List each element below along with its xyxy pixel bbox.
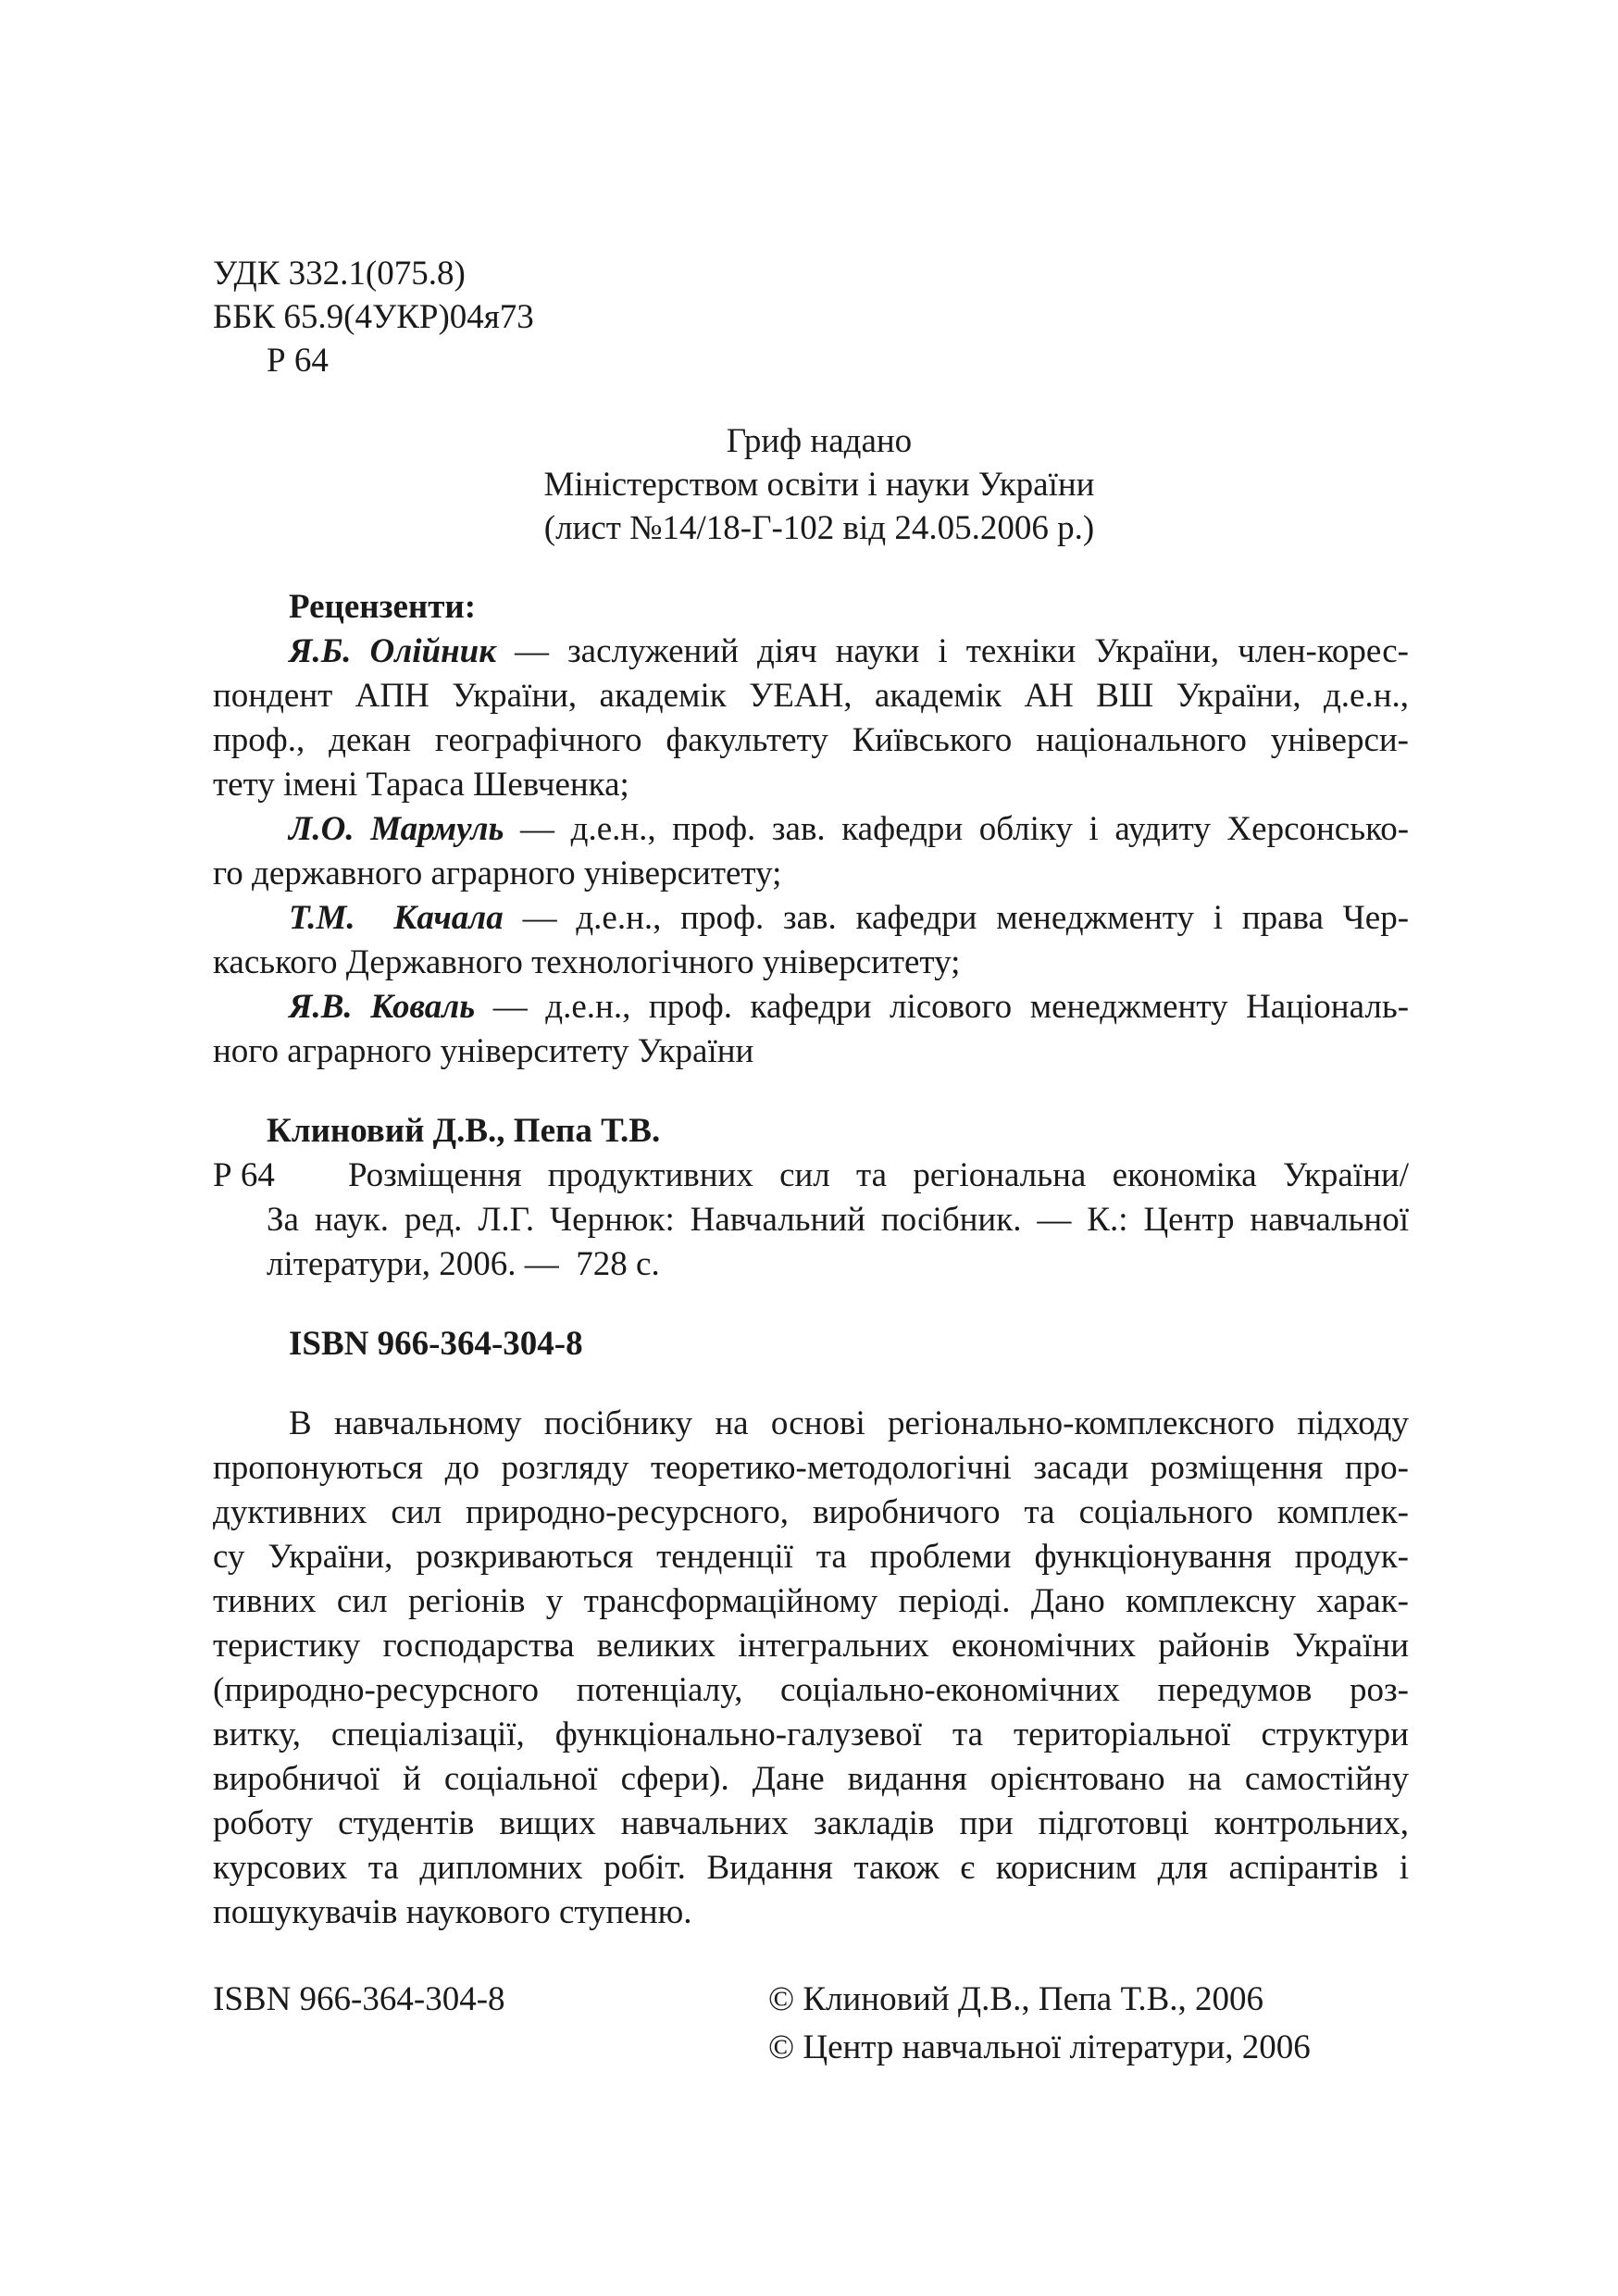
author-mark: Р 64 bbox=[267, 342, 329, 380]
reviewers-heading: Рецензенти: bbox=[289, 588, 477, 626]
reviewer-4-line-1: Я.В. Коваль — д.е.н., проф. кафедри лісового менеджменту Національ- bbox=[289, 988, 1410, 1026]
reviewer-1-line-3: проф., декан географічного факультету Київського національного універси- bbox=[213, 721, 1409, 759]
bbk-code: ББК 65.9(4УКР)04я73 bbox=[213, 298, 534, 336]
abstract-line-10: роботу студентів вищих навчальних закладів при підготовці контрольних, bbox=[213, 1804, 1409, 1842]
abstract-line-2: пропонуються до розгляду теоретико-методологічні засади розміщення про- bbox=[213, 1449, 1409, 1487]
bib-line-1: Розміщення продуктивних сил та регіональна економіка України/ bbox=[348, 1156, 1409, 1194]
reviewer-2-line-1: Л.О. Мармуль — д.е.н., проф. зав. кафедри обліку і аудиту Херсонсько- bbox=[289, 810, 1410, 848]
reviewer-3-line-1: Т.М. Качала — д.е.н., проф. зав. кафедри менеджменту і права Чер- bbox=[289, 899, 1410, 937]
reviewer-1-line-4: тету імені Тараса Шевченка; bbox=[213, 766, 629, 804]
bib-isbn: ISBN 966-364-304-8 bbox=[289, 1325, 583, 1363]
grif-line-3: (лист №14/18-Г-102 від 24.05.2006 р.) bbox=[543, 509, 1095, 547]
copyright-authors: © Клиновий Д.В., Пепа Т.В., 2006 bbox=[768, 1980, 1264, 2018]
reviewer-2-name: Л.О. Мармуль bbox=[289, 810, 504, 848]
abstract-line-5: тивних сил регіонів у трансформаційному періоді. Дано комплексну харак- bbox=[213, 1582, 1409, 1620]
footer-isbn: ISBN 966-364-304-8 bbox=[213, 1980, 505, 2018]
reviewer-3-name: Т.М. Качала bbox=[289, 899, 504, 937]
bib-mark: Р 64 bbox=[213, 1156, 275, 1194]
reviewer-1-name: Я.Б. Олійник bbox=[289, 632, 496, 670]
reviewer-2-line-2: го державного аграрного університету; bbox=[213, 855, 782, 892]
bib-line-2: За наук. ред. Л.Г. Чернюк: Навчальний посібник. — К.: Центр навчальної bbox=[267, 1201, 1409, 1239]
abstract-line-4: су України, розкриваються тенденції та проблеми функціонування продук- bbox=[213, 1538, 1409, 1576]
abstract-line-12: пошукувачів наукового ступеню. bbox=[213, 1893, 692, 1931]
bib-authors: Клиновий Д.В., Пепа Т.В. bbox=[267, 1112, 661, 1150]
reviewer-1-line-2: пондент АПН України, академік УЕАН, академік АН ВШ України, д.е.н., bbox=[213, 677, 1409, 715]
abstract-line-6: теристику господарства великих інтегральних економічних районів України bbox=[213, 1627, 1409, 1665]
reviewer-1-line-1: Я.Б. Олійник — заслужений діяч науки і техніки України, член-корес- bbox=[289, 632, 1410, 670]
copyright-publisher: © Центр навчальної літератури, 2006 bbox=[768, 2028, 1311, 2066]
abstract-line-9: виробничої й соціальної сфери). Дане видання орієнтовано на самостійну bbox=[213, 1760, 1409, 1798]
bib-line-3: літератури, 2006. — 728 с. bbox=[267, 1245, 660, 1283]
abstract-line-3: дуктивних сил природно-ресурсного, виробничого та соціального комплек- bbox=[213, 1493, 1409, 1531]
udk-code: УДК 332.1(075.8) bbox=[213, 255, 466, 293]
abstract-line-8: витку, спеціалізації, функціонально-галузевої та територіальної структури bbox=[213, 1716, 1409, 1753]
abstract-line-1: В навчальному посібнику на основі регіонально-комплексного підходу bbox=[289, 1404, 1409, 1442]
reviewer-3-line-2: каського Державного технологічного університету; bbox=[213, 943, 961, 981]
abstract-line-11: курсових та дипломних робіт. Видання також є корисним для аспірантів і bbox=[213, 1849, 1409, 1887]
reviewer-4-name: Я.В. Коваль bbox=[289, 988, 476, 1026]
grif-line-2: Міністерством освіти і науки України bbox=[543, 466, 1095, 504]
abstract-line-7: (природно-ресурсного потенціалу, соціально-економічних передумов роз- bbox=[213, 1671, 1409, 1709]
reviewer-4-line-2: ного аграрного університету України bbox=[213, 1032, 754, 1070]
grif-line-1: Гриф надано bbox=[726, 422, 913, 460]
